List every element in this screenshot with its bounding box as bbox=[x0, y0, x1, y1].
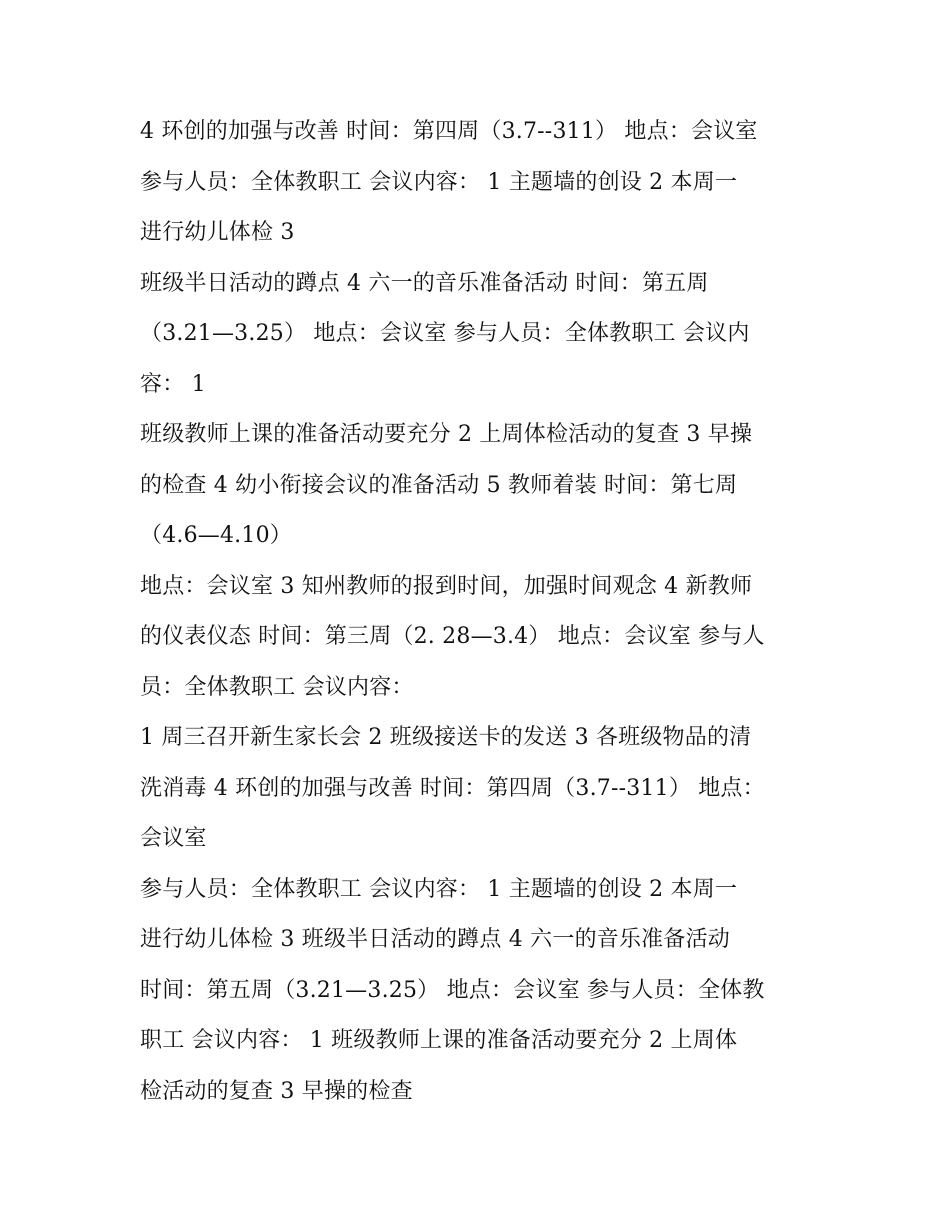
text-line: 职工 会议内容： 1 班级教师上课的准备活动要充分 2 上周体 bbox=[140, 1028, 738, 1053]
text-line: 的检查 4 幼小衔接会议的准备活动 5 教师着装 时间：第七周 bbox=[140, 472, 738, 498]
text-line: 时间：第五周（3.21—3.25） 地点：会议室 参与人员：全体教 bbox=[140, 977, 765, 1003]
text-line: 参与人员：全体教职工 会议内容： 1 主题墙的创设 2 本周一 bbox=[140, 169, 738, 195]
text-line: 洗消毒 4 环创的加强与改善 时间：第四周（3.7--311） 地点： bbox=[140, 775, 765, 801]
text-line: 1 周三召开新生家长会 2 班级接送卡的发送 3 各班级物品的清 bbox=[140, 725, 752, 750]
text-line: （4.6—4.10） bbox=[140, 523, 292, 548]
text-line: 员：全体教职工 会议内容： bbox=[140, 674, 414, 700]
text-line: 地点：会议室 3 知州教师的报到时间，加强时间观念 4 新教师 bbox=[140, 573, 753, 599]
text-line: 参与人员：全体教职工 会议内容： 1 主题墙的创设 2 本周一 bbox=[140, 876, 738, 902]
text-line: 容： 1 bbox=[140, 371, 206, 397]
text-line: 进行幼儿体检 3 bbox=[140, 220, 295, 245]
text-line: 班级教师上课的准备活动要充分 2 上周体检活动的复查 3 早操 bbox=[140, 422, 753, 447]
document-body bbox=[140, 107, 830, 1117]
text-line: 的仪表仪态 时间：第三周（2. 28—3.4） 地点：会议室 参与人 bbox=[140, 624, 765, 649]
text-line: 检活动的复查 3 早操的检查 bbox=[140, 1078, 413, 1104]
text-line: 4 环创的加强与改善 时间：第四周（3.7--311） 地点：会议室 bbox=[140, 119, 758, 144]
text-line: （3.21—3.25） 地点：会议室 参与人员：全体教职工 会议内 bbox=[140, 321, 750, 346]
text-line: 班级半日活动的蹲点 4 六一的音乐准备活动 时间：第五周 bbox=[140, 270, 709, 296]
text-line: 会议室 bbox=[140, 826, 207, 851]
text-line: 进行幼儿体检 3 班级半日活动的蹲点 4 六一的音乐准备活动 bbox=[140, 927, 730, 952]
